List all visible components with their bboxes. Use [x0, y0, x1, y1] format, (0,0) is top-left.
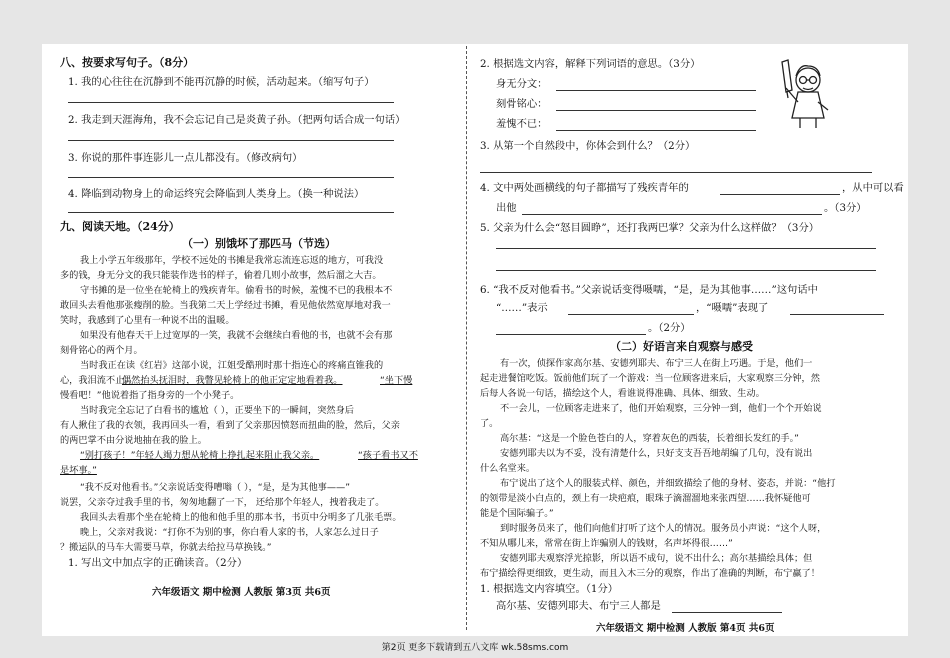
question-9-1: 1. 写出文中加点字的正确读音。（2分） [68, 557, 248, 569]
word-1-label: 身无分文： [496, 78, 548, 90]
download-banner: 第2页 更多下载请到五八文库 wk.58sms.com [381, 643, 569, 653]
passage-1-title: （一）别饿坏了那匹马（节选） [182, 237, 336, 250]
question-4-blank-1[interactable] [720, 194, 840, 195]
passage-line: 当时我完全忘记了白看书的尴尬（ ），正要坐下的一瞬间，突然身后 [80, 405, 354, 416]
word-2-answer[interactable] [556, 110, 756, 111]
passage-line: 刻骨铭心的两个月。 [60, 345, 143, 356]
right-page-footer: 六年级语文 期中检测 人教版 第4页 共6页 [596, 623, 775, 634]
answer-line[interactable] [68, 140, 394, 141]
answer-line[interactable] [68, 102, 394, 103]
passage-line: 当时我正在读《红岩》这部小说，江姐受酷刑时那十指连心的疼痛直锥我的 [80, 360, 384, 371]
word-3-answer[interactable] [556, 130, 756, 131]
passage-line: 后每人各说一句话，描绘这个人，看谁说得准确、具体、细致、生动。 [480, 388, 765, 399]
passage-line: 笑时，我感到了心里有一种说不出的温暖。 [60, 315, 235, 326]
passage-line: 能是个国际骗子。” [480, 508, 554, 519]
answer-line[interactable] [480, 172, 872, 173]
passage-line: 到时服务员来了，他们向他们打听了这个人的情况。服务员小声说：“这个人呀， [500, 523, 827, 534]
passage-line: 不一会儿，一位顾客走进来了，他们开始观察，三分钟一到，他们一个个开始说 [500, 403, 822, 414]
passage-line: 说罢，父亲夺过我手里的书，匆匆地翻了一下， 还给那个年轻人，拽着我走了。 [60, 497, 385, 508]
page-divider [466, 46, 467, 630]
passage-line: 安德列耶夫观察浮光掠影，所以语不成句，说不出什么；高尔基描绘具体；但 [500, 553, 813, 564]
question-6-part-a: 6. “我不反对他看书。”父亲说话变得嗫嚅，“是，是为其他事……”这句话中 [480, 284, 818, 296]
question-5: 5. 父亲为什么会“怒目圆睁”，还打我两巴掌？父亲为什么这样做？（3分） [480, 222, 820, 234]
passage-line: 晚上，父亲对我说：“打你不为别的事，你白看人家的书，人家怎么过日子 [80, 527, 379, 538]
passage-line: 布宁描绘得更细致，更生动，而且入木三分的观察，作出了准确的判断，布宁赢了！ [480, 568, 820, 579]
question-8-3: 3. 你说的那件事连影儿一点儿都没有。（修改病句） [68, 152, 303, 164]
section-9-heading: 九、阅读天地。（24分） [60, 220, 180, 233]
question-6-blank-1[interactable] [568, 314, 694, 315]
answer-line[interactable] [68, 177, 394, 178]
passage-line: 有一次，侦探作家高尔基、安德列耶夫、布宁三人在街上巧遇。于是，他们一 [500, 358, 813, 369]
underlined-sentence-b-end: 是坏事。” [60, 465, 97, 476]
underlined-sentence-a-tail: “坐下慢 [380, 375, 413, 386]
fill-in-sentence: 高尔基、安德列耶夫、布宁三人都是 [496, 600, 661, 612]
underlined-sentence-a: 偶然抬头抚泪时，我瞥见轮椅上的他正定定地看着我。 [122, 375, 343, 386]
fill-in-blank[interactable] [672, 612, 782, 613]
question-4-part-d: 。（3分） [824, 202, 867, 214]
answer-line[interactable] [496, 270, 876, 271]
passage-line: 我上小学五年级那年，学校不远处的书摊是我常忘流连忘返的地方，可我没 [80, 255, 384, 266]
left-page [42, 44, 460, 636]
passage-line: 我回头去看那个坐在轮椅上的他和他手里的那本书，书页中分明多了几张毛票。 [80, 512, 402, 523]
word-1-answer[interactable] [556, 90, 756, 91]
question-6-part-b: “……”表示 [496, 302, 548, 314]
passage-line: ？搬运队的马车大需要马草，你就去给拉马草换钱。” [60, 542, 272, 553]
right-page [472, 44, 908, 636]
question-3: 3. 从第一个自然段中，你体会到什么？（2分） [480, 140, 696, 152]
passage-line: 安德列耶夫以为不妥，没有清楚什么，只好支支吾吾地胡编了几句，没有说出 [500, 448, 813, 459]
passage-line: 的领带是淡小白点的，颈上有一块疤痕，眼珠子滴溜溜地来张西望……我怀疑他可 [480, 493, 811, 504]
question-6-blank-3[interactable] [496, 334, 646, 335]
question-8-1: 1. 我的心往往在沉静到不能再沉静的时候，活动起来。（缩写句子） [68, 76, 375, 88]
question-6-part-c: ，“嗫嚅”表现了 [696, 302, 769, 314]
underlined-sentence-b: “别打孩子！”年轻人竭力想从轮椅上挣扎起来阻止我父亲。 [80, 450, 320, 461]
passage-line: 布宁说出了这个人的服装式样、颜色，并细致描绘了他的身材、姿态，并说：“他打 [500, 478, 836, 489]
passage-line: 有人揪住了我的衣领，我再回头一看，看到了父亲那因愤怒而扭曲的脸，然后，父亲 [60, 420, 400, 431]
exam-sheet [42, 44, 908, 636]
answer-line[interactable] [496, 248, 876, 249]
question-8-2: 2. 我走到天涯海角，我不会忘记自己是炎黄子孙。（把两句话合成一句话） [68, 114, 406, 126]
passage-line: 的两巴掌不由分说地抽在我的脸上。 [60, 435, 207, 446]
question-6-part-d: 。（2分） [648, 322, 691, 334]
question-4-part-a: 4. 文中两处画横线的句子都描写了残疾青年的 [480, 182, 689, 194]
left-page-footer: 六年级语文 期中检测 人教版 第3页 共6页 [152, 587, 331, 598]
answer-line[interactable] [68, 212, 394, 213]
question-4-part-b: ，从中可以看 [842, 182, 904, 194]
word-2-label: 刻骨铭心： [496, 98, 548, 110]
question-4-blank-2[interactable] [522, 214, 822, 215]
question-2-1: 1. 根据选文内容填空。（1分） [480, 583, 619, 595]
word-3-label: 羞愧不已： [496, 118, 548, 130]
passage-line: 慢看吧！”他说着指了指身旁的一个小凳子。 [60, 390, 240, 401]
passage-line: 守书摊的是一位坐在轮椅上的残疾青年。偷看书的时候，羞愧不已的我根本不 [80, 285, 393, 296]
student-with-pencil-illustration [774, 58, 848, 132]
passage-line: 什么名堂来。 [480, 463, 536, 474]
passage-2-title: （二）好语言来自观察与感受 [610, 340, 753, 353]
underlined-sentence-b-tail: “孩子看书又不 [358, 450, 418, 461]
passage-line: 敢回头去看他那张瘦削的脸。当我第二天上学经过书摊，看见他依然宽厚地对我一 [60, 300, 391, 311]
passage-line: 心，我泪流不止。 [60, 375, 134, 386]
passage-line: 起走进餐馆吃饭。饭前他们玩了一个游戏：当一位顾客进来后，大家观察三分钟，然 [480, 373, 820, 384]
passage-line: 多的钱，身无分文的我只能装作选书的样子，偷着几则小故事，然后溜之大吉。 [60, 270, 382, 281]
passage-line: “我不反对他看书。”父亲说话变得嘈嗡（ ），“是，是为其他事——” [80, 482, 351, 493]
section-8-heading: 八、按要求写句子。（8分） [60, 56, 195, 69]
question-8-4: 4. 降临到动物身上的命运终究会降临到人类身上。（换一种说法） [68, 188, 365, 200]
passage-line: 如果没有他春天干上过宽厚的一笑，我就不会继续白看他的书，也就不会有那 [80, 330, 393, 341]
passage-line: 了。 [480, 418, 499, 429]
passage-line: 不知从哪儿来，常常在街上诈骗别人的钱财，名声坏得很……” [480, 538, 733, 549]
question-2: 2. 根据选文内容，解释下列词语的意思。（3分） [480, 58, 701, 70]
question-6-blank-2[interactable] [790, 314, 884, 315]
passage-line: 高尔基：“这是一个脸色苍白的人，穿着灰色的西装，长着细长发红的手。” [500, 433, 799, 444]
question-4-part-c: 出他 [496, 202, 517, 214]
